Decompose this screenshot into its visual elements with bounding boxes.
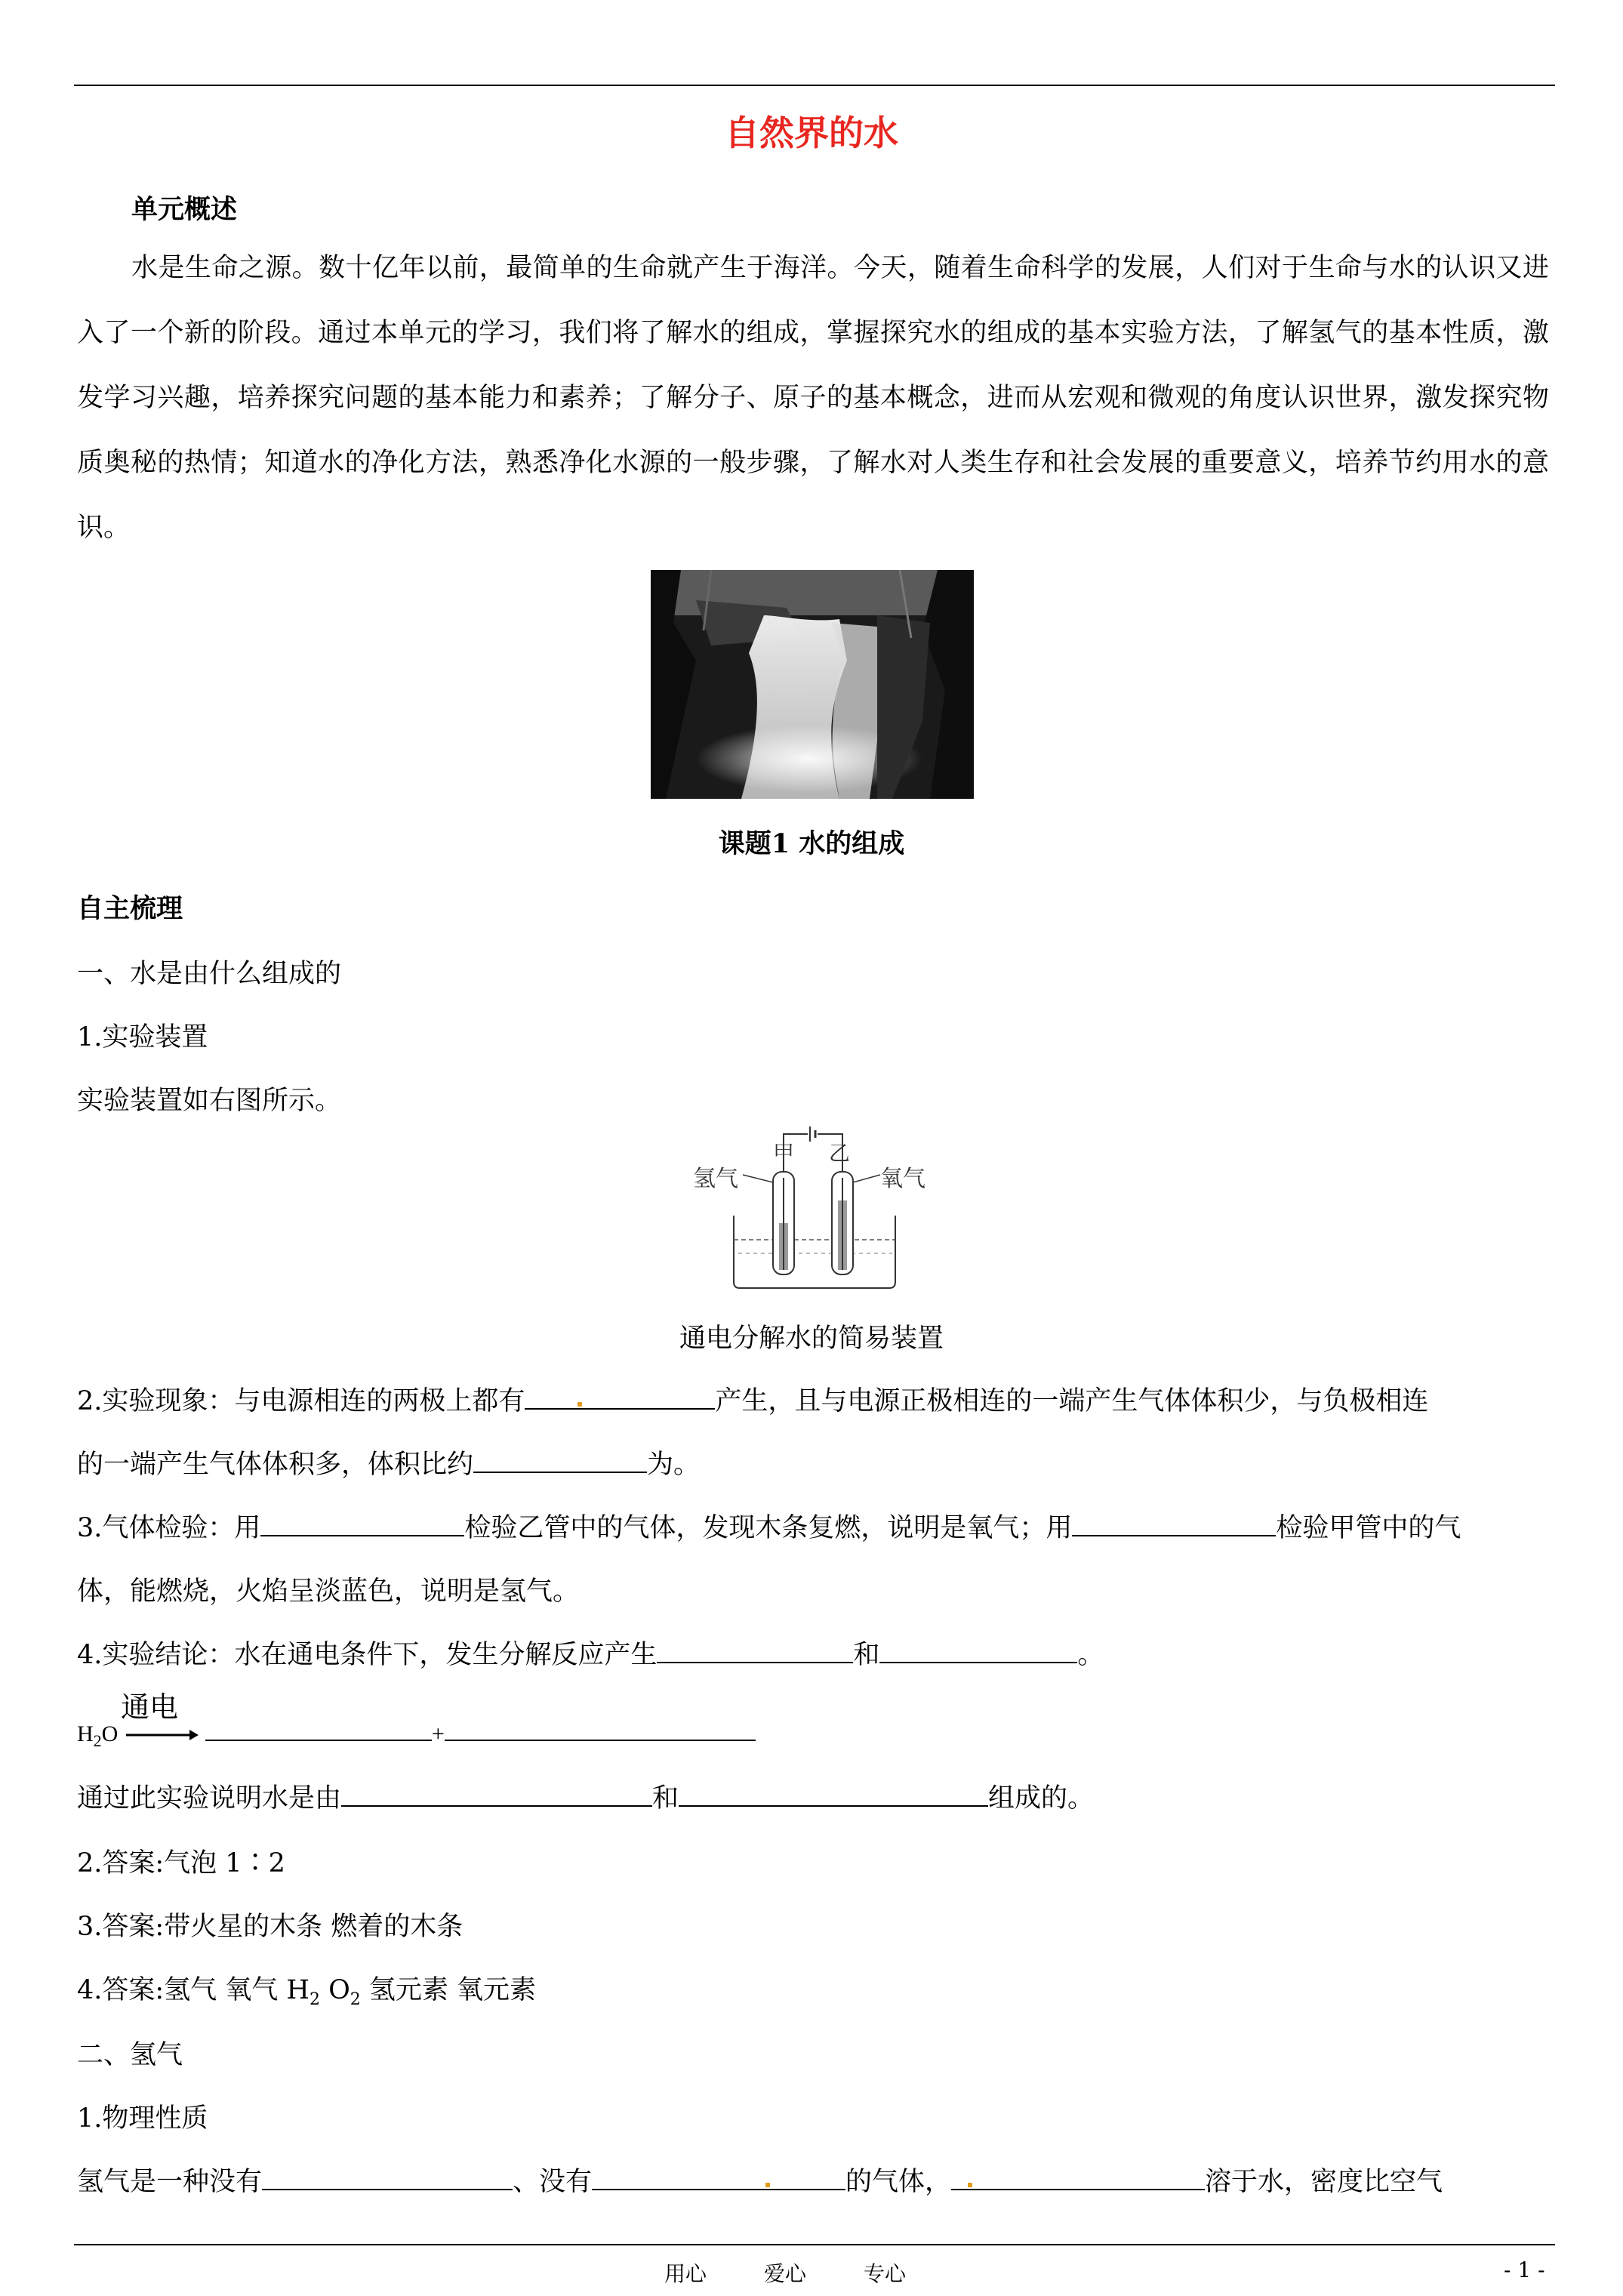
self-study-heading: 自主梳理 [77, 893, 183, 924]
item4-line: 4.实验结论：水在通电条件下，发生分解反应产生 和 。 [77, 1634, 1104, 1672]
tube-jia-label: 甲 [773, 1141, 795, 1166]
answer-blank[interactable] [525, 1384, 715, 1410]
hydrogen-label: 氢气 [693, 1166, 738, 1192]
footer-motto-2: 爱心 [764, 2261, 807, 2286]
answer-blank[interactable] [657, 1638, 853, 1663]
answer-blank[interactable] [260, 1511, 464, 1536]
item2-line1: 2.实验现象：与电源相连的两极上都有 产生，且与电源正极相连的一端产生气体体积少，与负极相连 [77, 1380, 1428, 1418]
top-rule [74, 85, 1555, 86]
answer-blank[interactable] [262, 2165, 513, 2190]
item2-line2: 的一端产生气体体积多，体积比约 为。 [77, 1444, 700, 1481]
diagram-caption: 通电分解水的简易装置 [679, 1324, 944, 1354]
reaction-arrow [126, 1727, 199, 1743]
answer-blank[interactable] [1072, 1511, 1276, 1536]
tube-yi-label: 乙 [829, 1141, 851, 1166]
waterfall-photo [651, 570, 974, 799]
answer-blank[interactable] [473, 1447, 647, 1473]
page-title: 自然界的水 [725, 112, 898, 153]
condition-label: 通电 [121, 1690, 179, 1724]
section1-heading: 一、水是由什么组成的 [77, 959, 342, 989]
answer-2: 2.答案:气泡 1∶2 [77, 1848, 285, 1878]
answer-blank[interactable] [679, 1781, 988, 1807]
page-number: - 1 - [1504, 2257, 1545, 2282]
electrolysis-diagram [694, 1110, 936, 1299]
lesson-title: 课题1 水的组成 [718, 828, 905, 859]
item3-line2: 体，能燃烧，火焰呈淡蓝色，说明是氢气。 [77, 1576, 580, 1607]
unit-overview-heading: 单元概述 [131, 194, 238, 225]
product-blank[interactable] [445, 1715, 756, 1741]
answer-4: 4.答案:氢气 氧气 $H_2$ $O_2$ 氢元素 氧元素 [77, 1975, 537, 2009]
footer-motto-3: 专心 [864, 2261, 907, 2286]
section2-item1-title: 1.物理性质 [77, 2103, 208, 2134]
reaction-equation: 通电 $H_2O$ + [77, 1691, 756, 1751]
item1-title: 1.实验装置 [77, 1022, 208, 1052]
product-blank[interactable] [205, 1715, 432, 1741]
item5-line: 通过此实验说明水是由 和 组成的。 [77, 1777, 1094, 1815]
unit-overview-paragraph: 水是生命之源。数十亿年以前，最简单的生命就产生于海洋。今天，随着生命科学的发展，人们对于生命与水的认识又进入了一个新的阶段。通过本单元的学习，我们将了解水的组成，掌握探究水的组成的基本实验方法，了解氢气的基本性质，激发学习兴趣，培养探究问题的基本能力和素养；了解分子、原子的基本概念，进而从宏观和微观的角度认识世界，激发探究物质奥秘的热情；知道水的净化方法，熟悉净化水源的一般步骤，了解水对人类生存和社会发展的重要意义，培养节约用水的意识。 [77, 253, 1549, 543]
reactant-formula: $H_2O$ [77, 1721, 119, 1750]
item1-text: 实验装置如右图所示。 [77, 1086, 342, 1116]
answer-blank[interactable] [879, 1638, 1077, 1663]
answer-blank[interactable] [341, 1781, 652, 1807]
hydrogen-properties-line: 氢气是一种没有 、没有 的气体， 溶于水，密度比空气 [77, 2161, 1443, 2199]
oxygen-label: 氧气 [880, 1166, 925, 1192]
answer-blank[interactable] [951, 2165, 1205, 2190]
answer-blank[interactable] [592, 2165, 845, 2190]
footer-motto-1: 用心 [664, 2261, 707, 2286]
bottom-rule [74, 2244, 1555, 2245]
section2-heading: 二、氢气 [77, 2040, 183, 2070]
answer-3: 3.答案:带火星的木条 燃着的木条 [77, 1912, 463, 1942]
item3-line1: 3.气体检验：用 检验乙管中的气体，发现木条复燃，说明是氧气；用 检验甲管中的气 [77, 1507, 1461, 1545]
